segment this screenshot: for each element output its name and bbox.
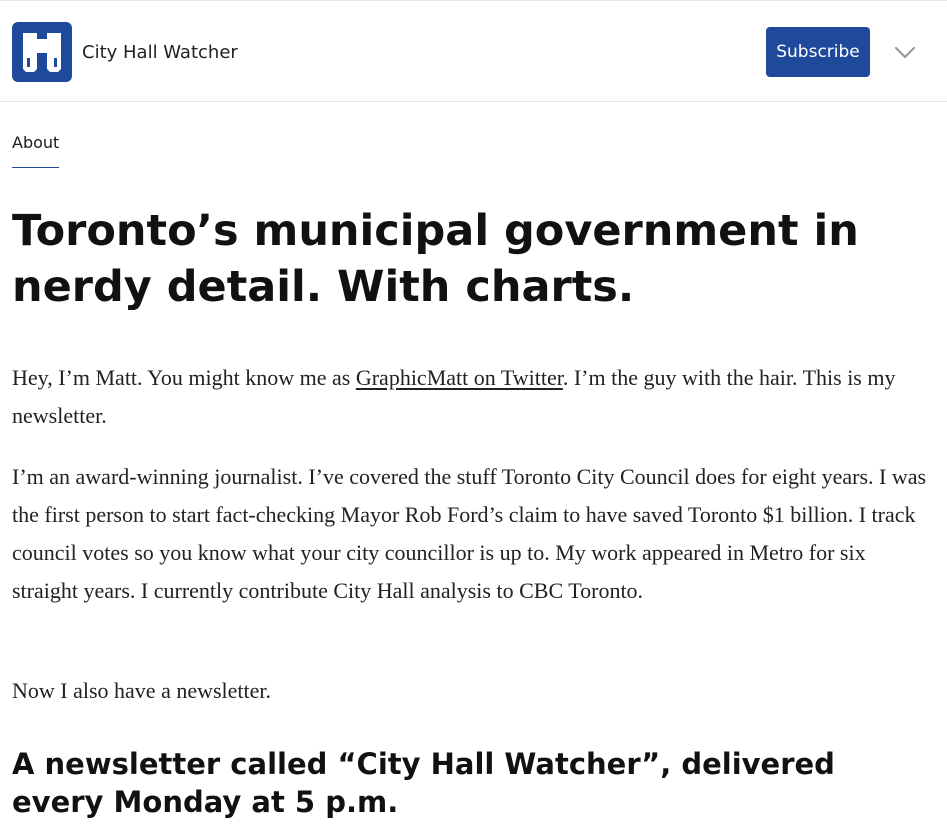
bio-paragraph: I’m an award-winning journalist. I’ve covered the stuff Toronto City Council does for eight years. I was the first person to start fact-checking Mayor Rob Ford’s claim to have saved Toronto $1 billion. I track council votes so you know what your city councillor is up to. My work appeared in Metro for six straight years. I currently contribute City Hall analysis to CBC Toronto. xyxy=(12,464,927,603)
binoculars-logo-icon[interactable] xyxy=(12,22,72,82)
chevron-down-icon[interactable] xyxy=(893,45,917,61)
intro-text-start: Hey, I’m Matt. You might know me as xyxy=(12,365,356,390)
intro-text-end: . I’m the guy with the hair. This is my newsletter. xyxy=(12,365,896,428)
subscribe-button[interactable]: Subscribe xyxy=(766,27,870,77)
newsletter-paragraph: Now I also have a newsletter. xyxy=(12,678,272,703)
brand-name[interactable]: City Hall Watcher xyxy=(82,42,238,63)
newsletter-subheading: A newsletter called “City Hall Watcher”, delivered every Monday at 5 p.m. xyxy=(12,747,835,819)
page-title: Toronto’s municipal government in nerdy detail. With charts. xyxy=(12,206,859,312)
intro-paragraph xyxy=(12,359,932,435)
tab-about[interactable]: About xyxy=(12,132,59,168)
twitter-link[interactable]: GraphicMatt on Twitter xyxy=(355,365,563,390)
site-header xyxy=(0,1,947,102)
